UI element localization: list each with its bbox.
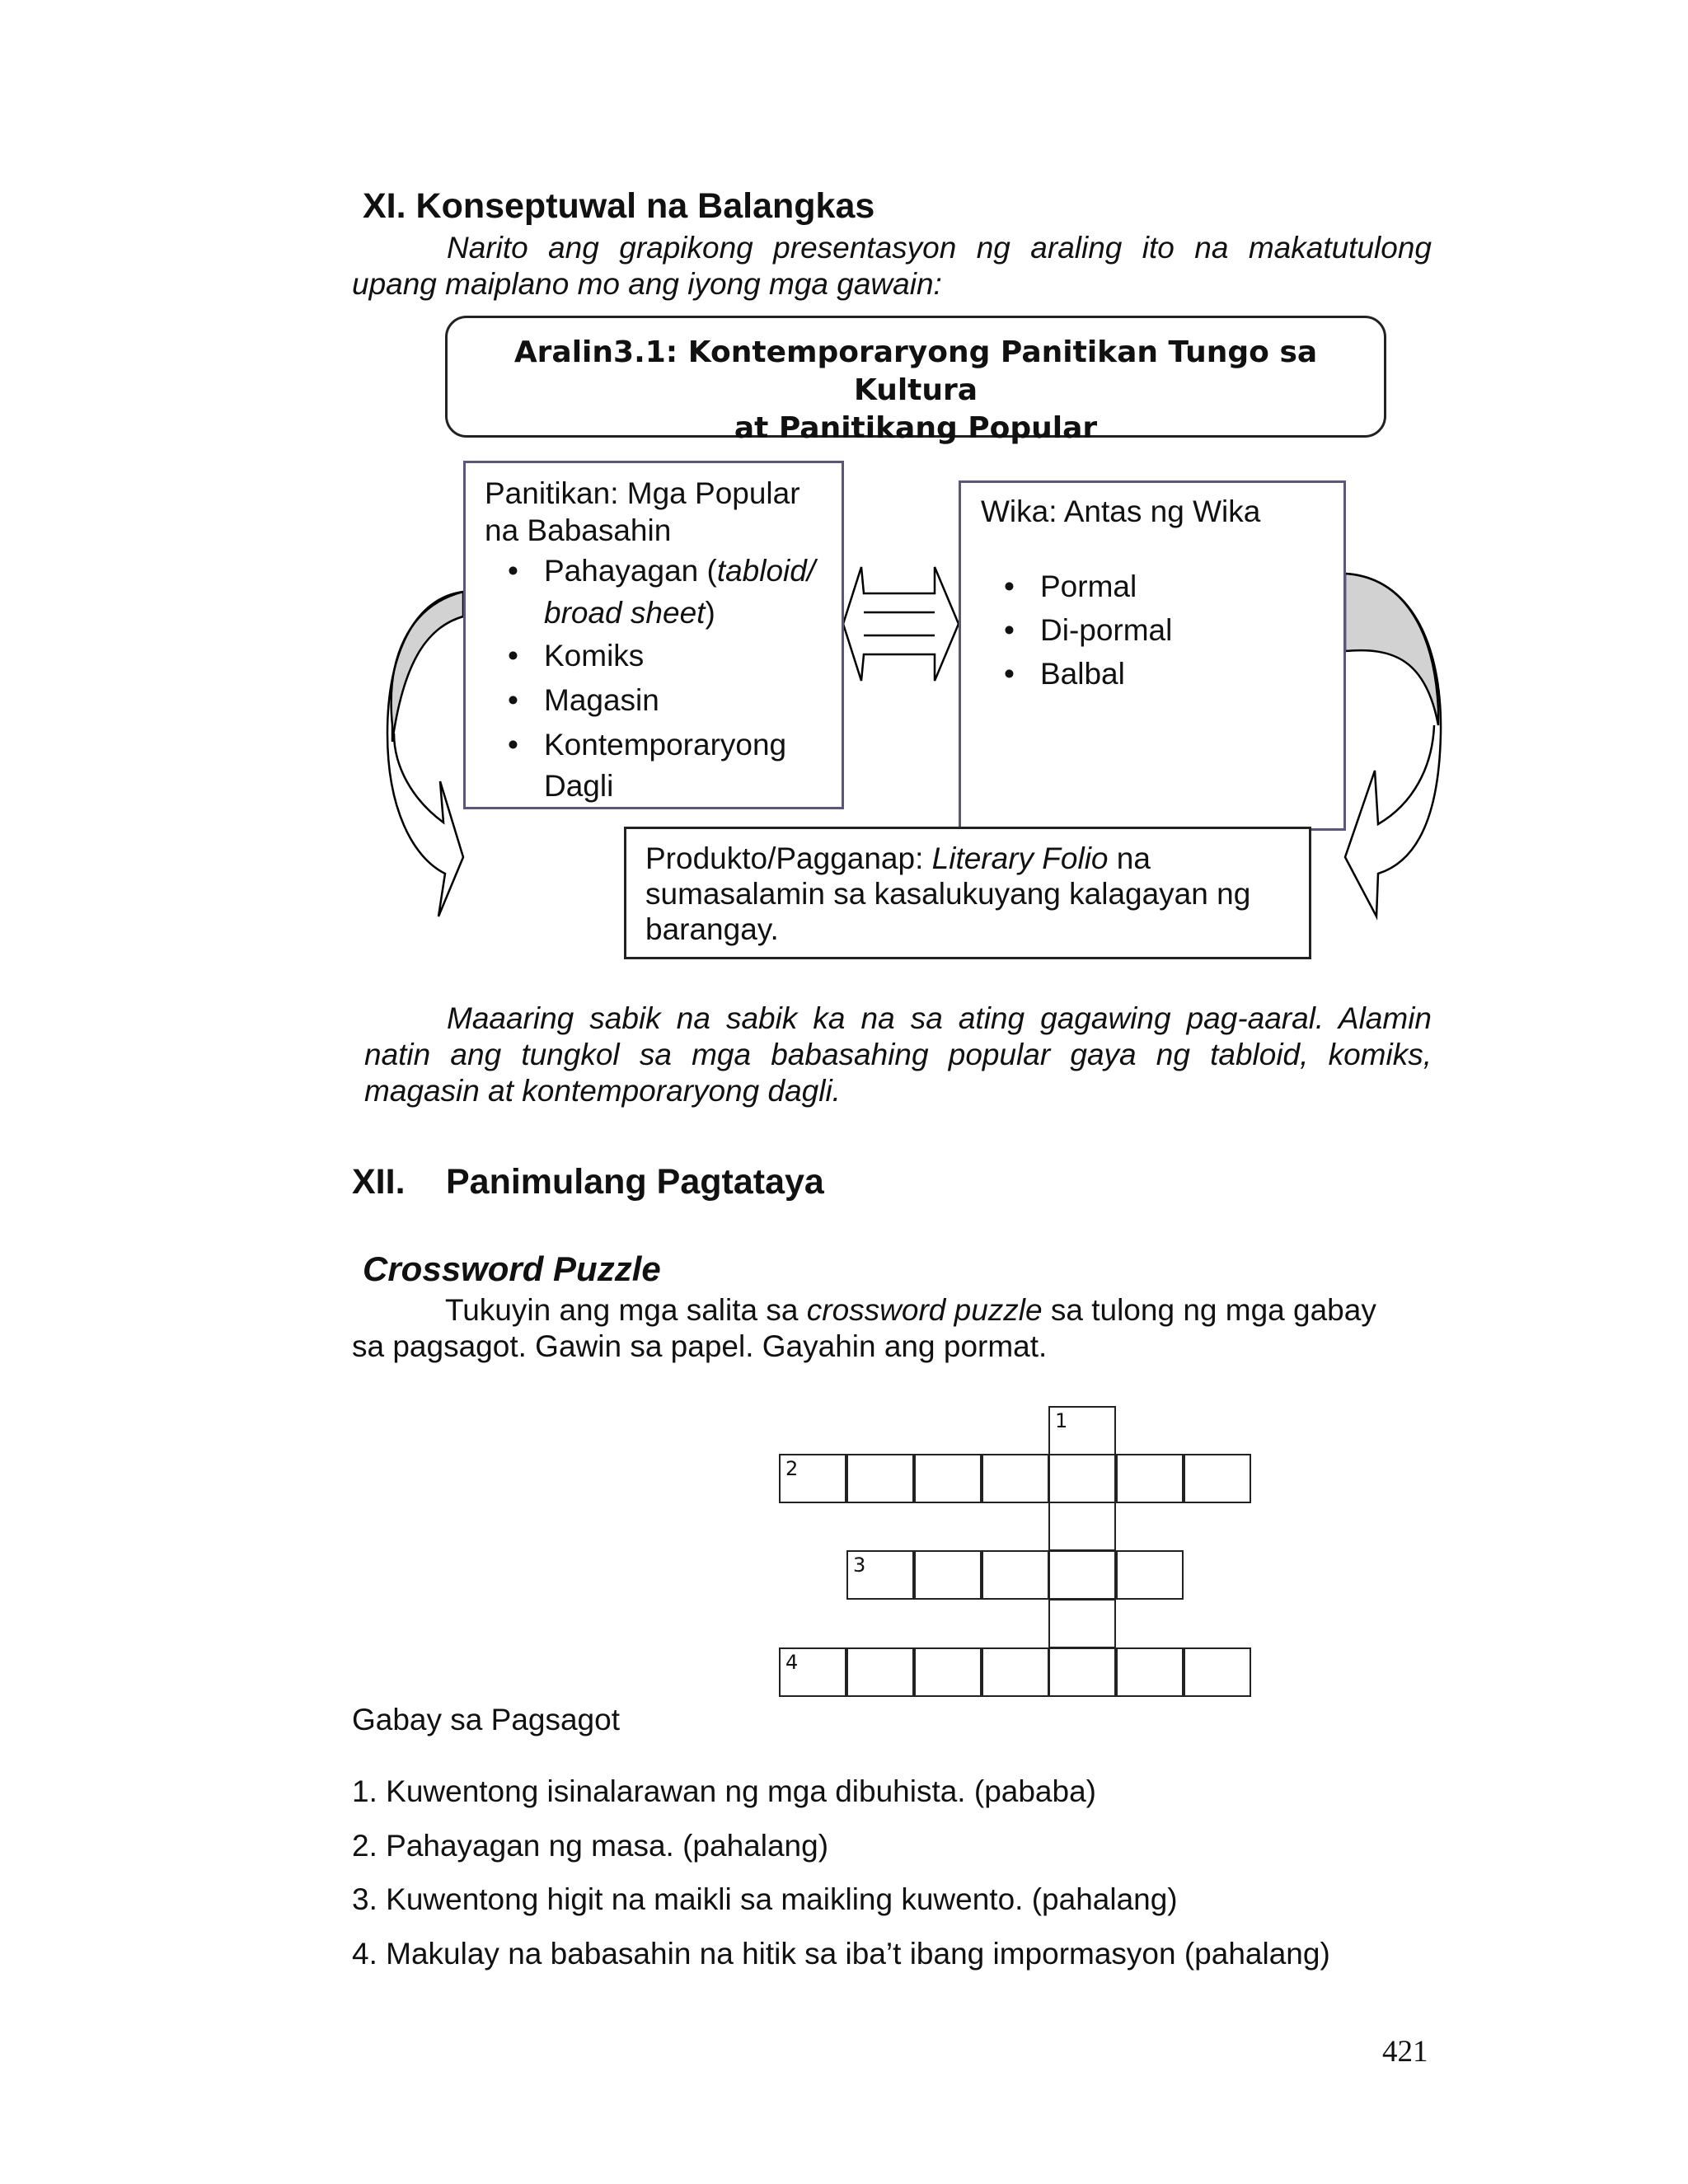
clue-number: 1 — [1055, 1409, 1068, 1432]
double-arrow-icon — [843, 567, 959, 681]
clue-number: 2 — [785, 1457, 799, 1480]
intro-line-1: Narito ang grapikong presentasyon ng araling ito na makatutulong — [447, 231, 1432, 265]
list-item: • Di-pormal — [981, 608, 1343, 652]
crossword-title: Crossword Puzzle — [363, 1249, 661, 1288]
guide-title: Gabay sa Pagsagot — [352, 1703, 620, 1736]
crossword-cell[interactable] — [846, 1454, 914, 1503]
crossword-cell[interactable] — [1184, 1647, 1251, 1697]
clue-item: 3. Kuwentong higit na maikli sa maikling kuwento. (pahalang) — [352, 1882, 1178, 1916]
crossword-cell[interactable] — [914, 1550, 982, 1600]
crossword-cell[interactable] — [1048, 1502, 1116, 1551]
list-item: • Balbal — [981, 652, 1343, 696]
crossword-cell[interactable] — [1184, 1454, 1251, 1503]
crossword-cell[interactable] — [779, 1647, 846, 1697]
panitikan-heading-1: Panitikan: Mga Popular — [485, 476, 800, 510]
produkto-italic: Literary Folio — [931, 841, 1109, 875]
lesson-title-line-2: at Panitikang Popular — [734, 411, 1098, 445]
wika-box — [959, 480, 1346, 831]
right-curved-arrow-icon — [1345, 574, 1441, 916]
crossword-cell[interactable] — [1116, 1550, 1184, 1600]
section-title: Panimulang Pagtataya — [446, 1162, 824, 1202]
section-number: XII. — [352, 1162, 406, 1202]
crossword-instructions — [352, 1292, 1440, 1365]
panitikan-box — [463, 461, 844, 809]
wika-heading: Wika: Antas ng Wika — [981, 494, 1261, 528]
clue-item: 2. Pahayagan ng masa. (pahalang) — [352, 1829, 829, 1863]
clue-item: 1. Kuwentong isinalarawan ng mga dibuhista. (pababa) — [352, 1774, 1096, 1808]
sabik-line-1: Maaaring sabik na sabik ka na sa ating gagawing pag-aaral. Alamin — [447, 1001, 1432, 1035]
section-heading-konseptuwal: XI. Konseptuwal na Balangkas — [363, 186, 875, 226]
section-heading-panimulang — [352, 1162, 824, 1202]
crossword-cell[interactable] — [779, 1454, 846, 1503]
crossword-cell[interactable] — [1048, 1406, 1116, 1455]
crossword-cell[interactable] — [1048, 1647, 1116, 1697]
crossword-cell[interactable] — [846, 1550, 914, 1600]
lesson-title-line-1: Aralin3.1: Kontemporaryong Panitikan Tungo sa Kultura — [513, 335, 1318, 407]
list-item: • Kontemporaryong Dagli — [485, 724, 842, 807]
list-item: • Magasin — [485, 680, 842, 721]
crossword-cell[interactable] — [982, 1550, 1049, 1600]
crossword-cell[interactable] — [982, 1454, 1049, 1503]
lesson-title-box — [445, 316, 1386, 445]
list-item: • Pahayagan (tabloid/ broad sheet) — [485, 550, 842, 634]
list-item: • Pormal — [981, 565, 1343, 608]
clue-item: 4. Makulay na babasahin na hitik sa iba’t ibang impormasyon (pahalang) — [352, 1937, 1330, 1971]
list-item: • Komiks — [485, 635, 842, 677]
crossword-cell[interactable] — [982, 1647, 1049, 1697]
crossword-cell[interactable] — [1048, 1550, 1116, 1600]
crossword-cell[interactable] — [1048, 1599, 1116, 1648]
clue-number: 4 — [785, 1651, 799, 1674]
produkto-label: Produkto/Pagganap: — [645, 841, 932, 875]
sabik-paragraph — [364, 1001, 1432, 1109]
crossword-cell[interactable] — [914, 1454, 982, 1503]
produkto-box — [624, 827, 1311, 959]
intro-line-2: upang maiplano mo ang iyong mga gawain: — [352, 267, 942, 301]
instructions-line-2: sa pagsagot. Gawin sa papel. Gayahin ang pormat. — [352, 1329, 1048, 1363]
crossword-cell[interactable] — [1116, 1647, 1184, 1697]
sabik-line-3: magasin at kontemporaryong dagli. — [364, 1074, 841, 1108]
crossword-cell[interactable] — [846, 1647, 914, 1697]
sabik-line-2: natin ang tungkol sa mga babasahing popular gaya ng tabloid, komiks, — [364, 1038, 1432, 1071]
produkto-rest: na sumasalamin sa kasalukuyang kalagayan ng barangay. — [645, 841, 1251, 946]
crossword-cell[interactable] — [1048, 1454, 1116, 1503]
instructions-line-1: Tukuyin ang mga salita sa crossword puzzle sa tulong ng mga gabay — [445, 1293, 1376, 1327]
crossword-cell[interactable] — [1116, 1454, 1184, 1503]
page-number: 421 — [1382, 2035, 1428, 2069]
panitikan-heading-2: na Babasahin — [485, 513, 672, 547]
left-curved-arrow-icon — [387, 592, 463, 916]
crossword-cell[interactable] — [914, 1647, 982, 1697]
clue-number: 3 — [853, 1554, 866, 1577]
